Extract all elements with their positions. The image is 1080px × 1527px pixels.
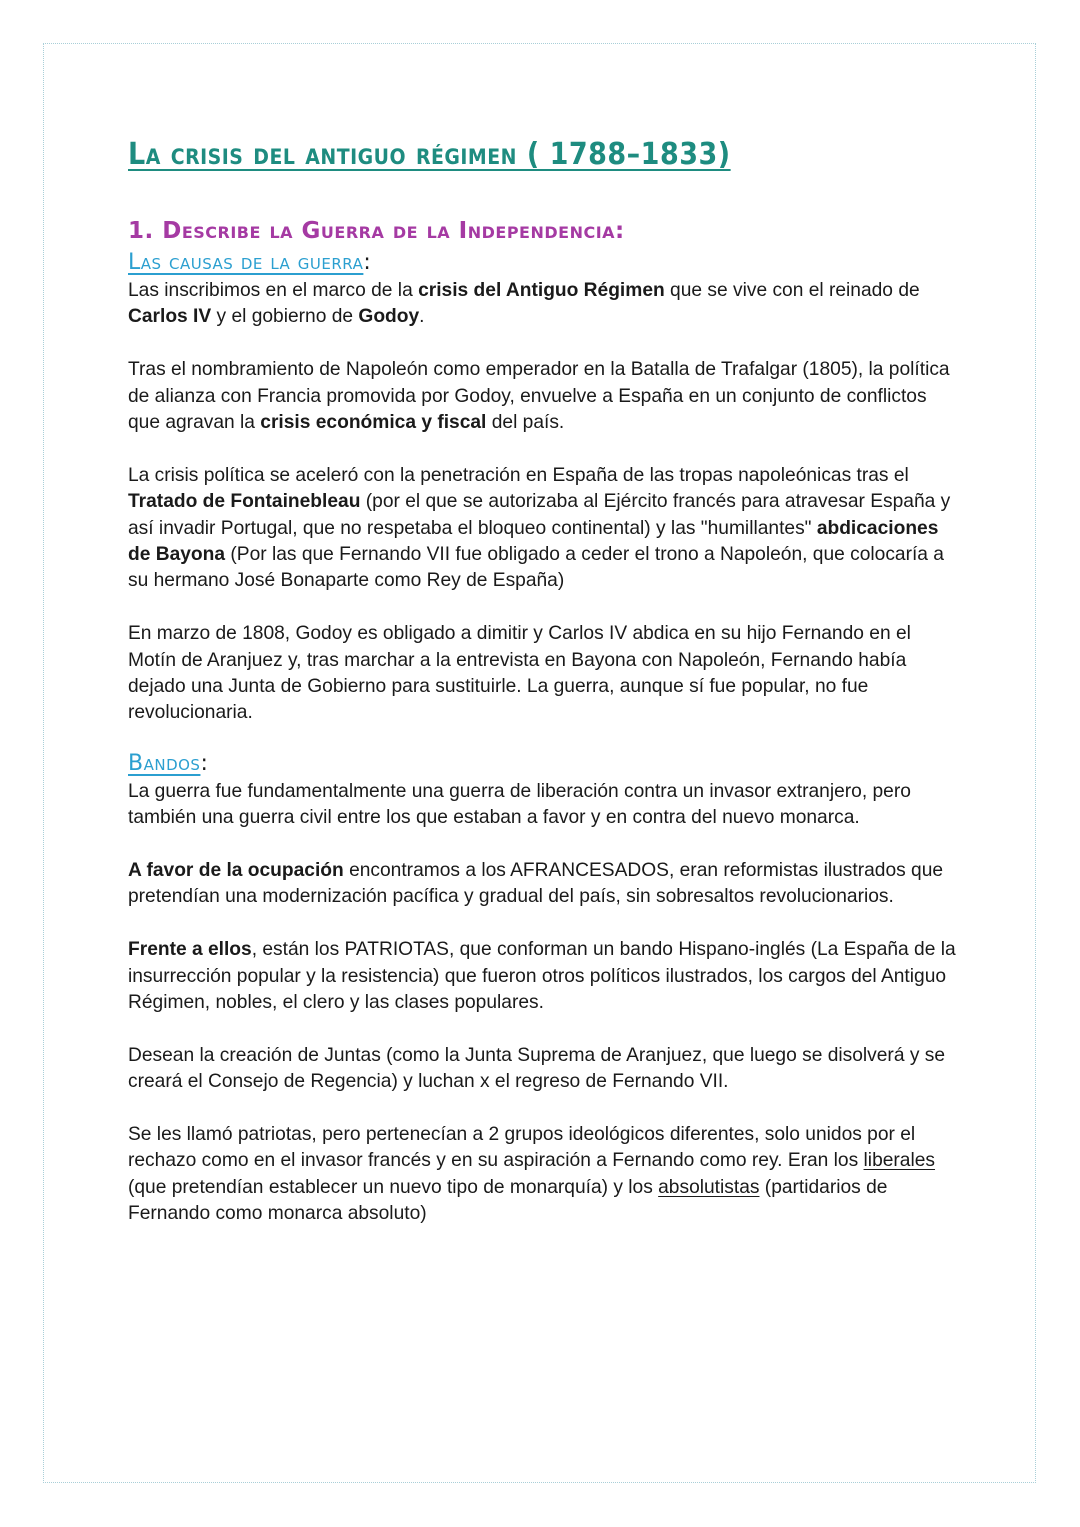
causes-heading-colon: : [363,250,372,275]
sides-section [128,779,958,1228]
bold-term: Godoy [358,306,420,328]
sides-paragraph-1: La guerra fue fundamentalmente una guerra de liberación contra un invasor extranjero, pero también una guerra civil entre los que estaban a favor y en contra del nuevo monarca. [128,780,911,829]
sides-heading [128,749,958,779]
bold-term: Tratado de Fontainebleau [128,491,361,513]
page-title: La crisis del antiguo régimen ( 1788–1833) [128,137,731,172]
sides-heading-text: Bandos [128,750,201,776]
bold-term: A favor de la ocupación [128,860,344,882]
causes-paragraph-4: En marzo de 1808, Godoy es obligado a dimitir y Carlos IV abdica en su hijo Fernando en el Motín de Aranjuez y, tras marchar a la entrevista en Bayona con Napoleón, Fernando había dejado una Junta de Gobierno para sustituirle. La guerra, aunque sí fue popular, no fue revolucionaria. [128,623,911,724]
causes-heading-text: Las causas de la guerra [128,250,364,275]
question-heading: 1. Describe la Guerra de la Independencia: [128,218,625,244]
bold-term: crisis del Antiguo Régimen [418,280,665,301]
bold-term: abdicaciones de Bayona [128,517,939,566]
bold-term: Frente a ellos [128,939,252,961]
bold-term: crisis económica y fiscal [260,412,487,434]
sides-paragraph-5: Se les llamó patriotas, pero pertenecían a 2 grupos ideológicos diferentes, solo unidos por el rechazo como en el invasor francés y en su aspiración a Fernando como rey. Eran los liberales (que pretendían establecer un nuevo tipo de monarquía) y los absolutistas (partidarios de Fernando como monarca absoluto) [128,1124,936,1225]
sides-paragraph-2: A favor de la ocupación encontramos a los AFRANCESADOS, eran reformistas ilustrados que pretendían una modernización pacífica y gradual del país, sin sobresaltos revolucionarios. [128,860,944,908]
causes-section [128,278,958,727]
document-body [128,132,958,1228]
sides-heading-colon: : [200,750,209,776]
underlined-term: absolutistas [658,1176,760,1198]
causes-paragraph-2: Tras el nombramiento de Napoleón como emperador en la Batalla de Trafalgar (1805), la política de alianza con Francia promovida por Godoy, envuelve a España en un conjunto de conflictos que agravan la crisis económica y fiscal del país. [128,359,950,434]
causes-paragraph-1: Las inscribimos en el marco de la crisis del Antiguo Régimen que se vive con el reinado de Carlos IV y el gobierno de Godoy. [128,280,920,328]
underlined-term: liberales [863,1150,936,1172]
sides-paragraph-3: Frente a ellos, están los PATRIOTAS, que conforman un bando Hispano-inglés (La España de la insurrección popular y la resistencia) que fueron otros políticos ilustrados, los cargos del Antiguo Régimen, nobles, el clero y las clases populares. [128,939,956,1014]
causes-heading [128,248,958,278]
bold-term: Carlos IV [128,306,212,328]
causes-paragraph-3: La crisis política se aceleró con la penetración en España de las tropas napoleónicas tras el Tratado de Fontainebleau (por el que se autorizaba al Ejército francés para atravesar España y así invadir Portugal, que no respetaba el bloqueo continental) y las "humillantes" abdicaciones de Bayona (Por las que Fernando VII fue obligado a ceder el trono a Napoleón, que colocaría a su hermano José Bonaparte como Rey de España) [128,464,951,592]
sides-paragraph-4: Desean la creación de Juntas (como la Junta Suprema de Aranjuez, que luego se disolverá y se creará el Consejo de Regencia) y luchan x el regreso de Fernando VII. [128,1044,946,1093]
